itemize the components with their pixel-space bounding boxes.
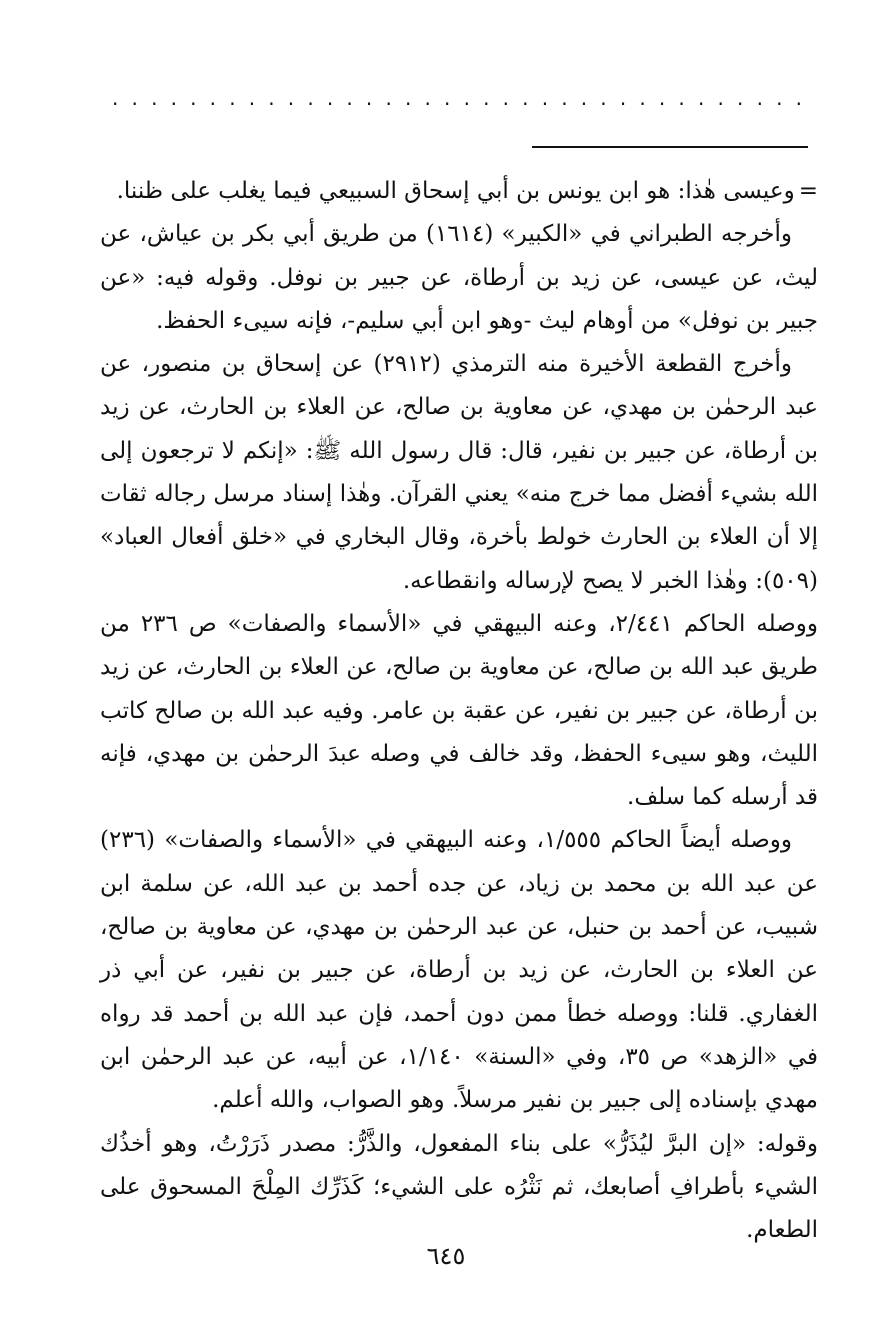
page-number: ٦٤٥ bbox=[426, 1242, 466, 1270]
footnote-body bbox=[100, 170, 818, 1252]
paragraph-tabarani: وأخرجه الطبراني في «الكبير» (١٦١٤) من طريق أبي بكر بن عياش، عن ليث، عن عيسى، عن زيد بن أرطاة، عن جبير بن نوفل. وقوله فيه: «عن جبير بن نوفل» من أوهام ليث -وهو ابن أبي سليم-، فإنه سيىء الحفظ. bbox=[100, 221, 818, 334]
paragraph-hakim-1: ووصله الحاكم ٢/٤٤١، وعنه البيهقي في «الأسماء والصفات» ص ٢٣٦ من طريق عبد الله بن صالح، عن معاوية بن صالح، عن العلاء بن الحارث، عن زيد بن أرطاة، عن جبير بن نفير، عن عقبة بن عامر. وفيه عبد الله بن صالح كاتب الليث، وهو سيىء الحفظ، وقد خالف في وصله عبدَ الرحمٰن بن مهدي، فإنه قد أرسله كما سلف. bbox=[100, 610, 818, 811]
dotted-separator: . . . . . . . . . . . . . . . . . . . . . . . . . . . . . . . . . . . . bbox=[112, 88, 804, 108]
footnote-rule bbox=[532, 146, 808, 148]
paragraph-tirmidhi: وأخرج القطعة الأخيرة منه الترمذي (٢٩١٢) عن إسحاق بن منصور، عن عبد الرحمٰن بن مهدي، عن معاوية بن صالح، عن العلاء بن الحارث، عن زيد بن أرطاة، عن جبير بن نفير، قال: قال رسول الله ﷺ: «إنكم لا ترجعون إلى الله بشيء أفضل مما خرج منه» يعني القرآن. وهٰذا إسناد مرسل رجاله ثقات إلا أن العلاء بن الحارث خولط بأخرة، وقال البخاري في «خلق أفعال العباد» (٥٠٩): وهٰذا الخبر لا يصح لإرساله وانقطاعه. bbox=[100, 351, 819, 594]
paragraph-explanation: وقوله: «إن البرَّ ليُذَرُّ» على بناء المفعول، والذَّرُّ: مصدر ذَرَرْتُ، وهو أخذُك الشيء بأطرافِ أصابعك، ثم نَثْرُه على الشيء؛ كَذَرِّك المِلْحَ المسحوق على الطعام. bbox=[100, 1130, 818, 1244]
continuation-mark: = bbox=[798, 178, 818, 204]
paragraph-hakim-2: ووصله أيضاً الحاكم ١/٥٥٥، وعنه البيهقي في «الأسماء والصفات» (٢٣٦) عن عبد الله بن محمد بن زياد، عن جده أحمد بن عبد الله، عن سلمة ابن شبيب، عن أحمد بن حنبل، عن عبد الرحمٰن بن مهدي، عن معاوية بن صالح، عن العلاء بن الحارث، عن زيد بن أرطاة، عن جبير بن نفير، عن أبي ذر الغفاري. قلنا: ووصله خطأ ممن دون أحمد، فإن عبد الله بن أحمد قد رواه في «الزهد» ص ٣٥، وفي «السنة» ١/١٤٠، عن أبيه، عن عبد الرحمٰن ابن مهدي بإسناده إلى جبير بن نفير مرسلاً. وهو الصواب، والله أعلم. bbox=[100, 827, 818, 1114]
paragraph-continuation bbox=[100, 170, 818, 213]
paragraph-text: وعيسى هٰذا: هو ابن يونس بن أبي إسحاق السبيعي فيما يغلب على ظننا. bbox=[116, 178, 795, 204]
